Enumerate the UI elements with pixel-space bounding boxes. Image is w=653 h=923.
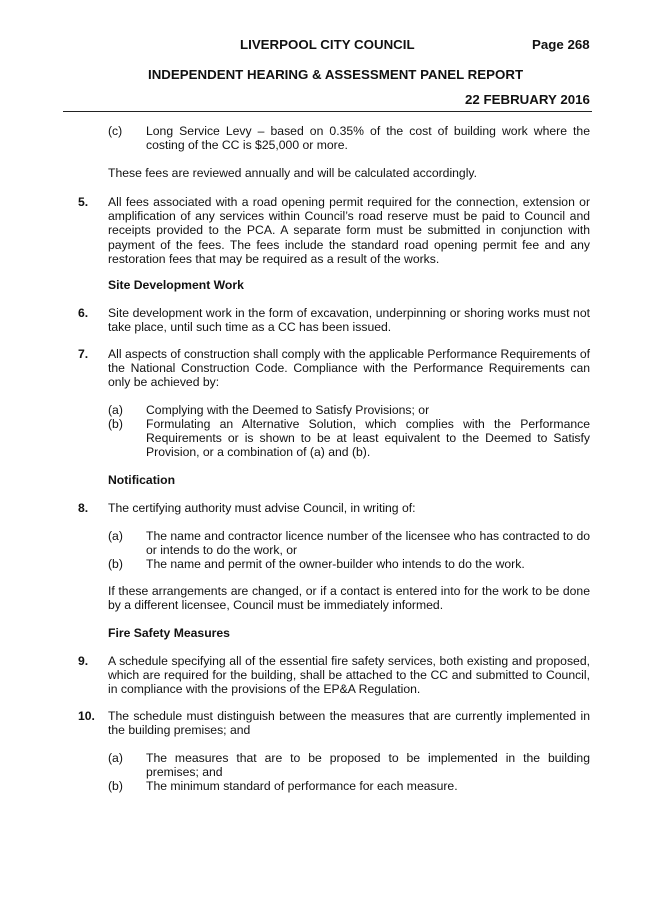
item-7-number: 7. [78,347,89,361]
item-8a-text: The name and contractor licence number of the licensee who has contracted to do or intends to do the work, or [146,529,590,558]
item-8-number: 8. [78,501,89,515]
report-date: 22 FEBRUARY 2016 [465,92,590,107]
heading-notification: Notification [108,473,176,487]
item-7-text: All aspects of construction shall comply with the applicable Performance Requirements of the National Construction Code. Compliance with the Performance Requirements can only be achieved by: [108,347,590,390]
council-name: LIVERPOOL CITY COUNCIL [240,37,415,52]
item-10a-text: The measures that are to be proposed to be implemented in the building premises; and [146,751,590,780]
item-8a-label: (a) [108,529,123,543]
fees-note: These fees are reviewed annually and will be calculated accordingly. [108,166,477,180]
item-5-number: 5. [78,195,89,209]
item-7b-text: Formulating an Alternative Solution, which complies with the Performance Requirements or is shown to be at least equivalent to the Deemed to Satisfy Provision, or a combination of (a) and (b). [146,417,590,460]
heading-site-development: Site Development Work [108,278,244,292]
item-10-number: 10. [78,709,95,723]
item-c-text: Long Service Levy – based on 0.35% of the cost of building work where the costing of the CC is $25,000 or more. [146,124,590,153]
item-8-note: If these arrangements are changed, or if a contact is entered into for the work to be done by a different licensee, Council must be immediately informed. [108,584,590,613]
item-10b-label: (b) [108,779,123,793]
item-7a-label: (a) [108,403,123,417]
heading-fire-safety: Fire Safety Measures [108,626,230,640]
item-8-text: The certifying authority must advise Council, in writing of: [108,501,416,515]
item-8b-text: The name and permit of the owner-builder who intends to do the work. [146,557,525,571]
item-10-text: The schedule must distinguish between the measures that are currently implemented in the building premises; and [108,709,590,738]
report-title: INDEPENDENT HEARING & ASSESSMENT PANEL REPORT [148,67,524,82]
item-7a-text: Complying with the Deemed to Satisfy Provisions; or [146,403,430,417]
page-number: Page 268 [532,37,590,52]
item-10a-label: (a) [108,751,123,765]
item-5-text: All fees associated with a road opening permit required for the connection, extension or amplification of any services within Council’s road reserve must be paid to Council and receipts provided to the PCA. A separate form must be submitted in conjunction with payment of the fees. The fees include the standard road opening permit fee and any restoration fees that may be required as a result of the works. [108,195,590,266]
item-9-text: A schedule specifying all of the essential fire safety services, both existing and proposed, which are required for the building, shall be attached to the CC and submitted to Council, in compliance with the provisions of the EP&A Regulation. [108,654,590,697]
item-7b-label: (b) [108,417,123,431]
header-divider [63,111,592,112]
item-9-number: 9. [78,654,89,668]
item-c-label: (c) [108,124,123,138]
item-6-number: 6. [78,306,89,320]
item-8b-label: (b) [108,557,123,571]
item-6-text: Site development work in the form of excavation, underpinning or shoring works must not take place, until such time as a CC has been issued. [108,306,590,335]
item-10b-text: The minimum standard of performance for each measure. [146,779,458,793]
